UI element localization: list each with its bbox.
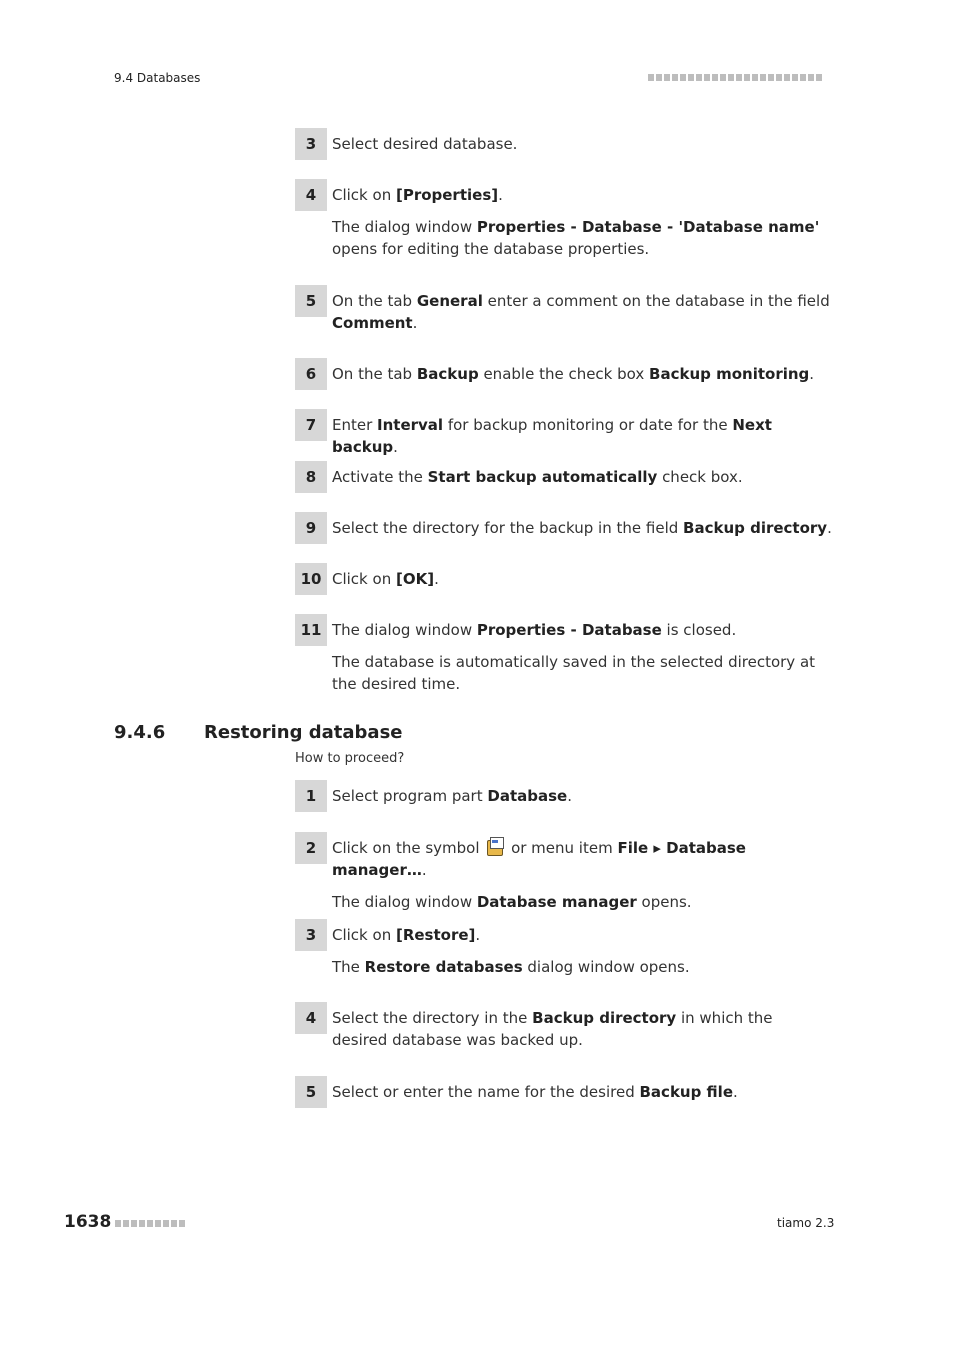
text-run: The bbox=[332, 958, 365, 976]
section-intro: How to proceed? bbox=[295, 751, 405, 766]
step-text bbox=[332, 1007, 832, 1051]
step-instruction bbox=[332, 924, 832, 946]
step-text bbox=[332, 619, 832, 695]
ui-term: Database bbox=[487, 787, 568, 805]
step-number: 6 bbox=[295, 358, 327, 390]
ui-term: File ▸ Database manager… bbox=[332, 839, 746, 879]
footer-decoration bbox=[115, 1220, 185, 1229]
step-number: 11 bbox=[295, 614, 327, 646]
page-number: 1638 bbox=[64, 1212, 112, 1232]
text-run: . bbox=[412, 314, 418, 332]
section-title: Restoring database bbox=[204, 722, 403, 743]
step-instruction bbox=[332, 785, 832, 807]
step-text bbox=[332, 466, 832, 488]
step-text bbox=[332, 785, 832, 807]
text-run: . bbox=[475, 926, 481, 944]
ui-term: Interval bbox=[377, 416, 444, 434]
text-run: opens for editing the database properties. bbox=[332, 240, 650, 258]
text-run: Activate the bbox=[332, 468, 428, 486]
step-number: 2 bbox=[295, 832, 327, 864]
text-run: . bbox=[567, 787, 572, 805]
step-text bbox=[332, 290, 832, 334]
ui-term: [Properties] bbox=[395, 186, 499, 204]
step-number: 4 bbox=[295, 179, 327, 211]
step-text bbox=[332, 184, 832, 260]
step-number: 1 bbox=[295, 780, 327, 812]
text-run: or menu item bbox=[506, 839, 618, 857]
text-run: enter a comment on the database in the field bbox=[482, 292, 830, 310]
ui-term: General bbox=[416, 292, 483, 310]
text-run: Select desired database. bbox=[332, 135, 518, 153]
product-name: tiamo 2.3 bbox=[777, 1216, 835, 1230]
text-run: . bbox=[733, 1083, 738, 1101]
step-number: 8 bbox=[295, 461, 327, 493]
ui-term: Backup bbox=[416, 365, 479, 383]
step-number: 7 bbox=[295, 409, 327, 441]
header-decoration bbox=[648, 74, 822, 83]
step-text bbox=[332, 924, 832, 978]
ui-term: Backup directory bbox=[532, 1009, 677, 1027]
step-number: 3 bbox=[295, 128, 327, 160]
step-instruction bbox=[332, 517, 832, 539]
ui-term: Backup monitoring bbox=[649, 365, 810, 383]
step-text bbox=[332, 363, 832, 385]
step-number: 9 bbox=[295, 512, 327, 544]
text-run: enable the check box bbox=[478, 365, 650, 383]
step-text bbox=[332, 568, 832, 590]
text-run: Select the directory in the bbox=[332, 1009, 533, 1027]
text-run: Select the directory for the backup in the field bbox=[332, 519, 684, 537]
step-result bbox=[332, 216, 832, 260]
text-run: Click on bbox=[332, 570, 396, 588]
ui-term: Properties - Database bbox=[476, 621, 662, 639]
text-run: Select or enter the name for the desired bbox=[332, 1083, 640, 1101]
ui-term: Properties - Database - 'Database name' bbox=[476, 218, 820, 236]
text-run: Click on bbox=[332, 186, 396, 204]
text-run: . bbox=[498, 186, 503, 204]
step-instruction bbox=[332, 363, 832, 385]
step-result bbox=[332, 651, 832, 695]
text-run: for backup monitoring or date for the bbox=[443, 416, 733, 434]
step-number: 4 bbox=[295, 1002, 327, 1034]
step-instruction bbox=[332, 1007, 832, 1051]
header-section-title: 9.4 Databases bbox=[114, 71, 201, 85]
text-run: dialog window opens. bbox=[522, 958, 690, 976]
step-text bbox=[332, 517, 832, 539]
text-run: in which the desired database was backed up. bbox=[332, 1009, 773, 1049]
text-run: Enter bbox=[332, 416, 378, 434]
text-run: . bbox=[827, 519, 832, 537]
text-run: opens. bbox=[636, 893, 692, 911]
text-run: The dialog window bbox=[332, 218, 477, 236]
step-number: 10 bbox=[295, 563, 327, 595]
text-run: . bbox=[393, 438, 398, 456]
text-run: On the tab bbox=[332, 292, 417, 310]
step-text bbox=[332, 837, 832, 913]
text-run: . bbox=[809, 365, 815, 383]
step-result bbox=[332, 891, 832, 913]
text-run: is closed. bbox=[661, 621, 737, 639]
text-run: On the tab bbox=[332, 365, 417, 383]
ui-term: Restore databases bbox=[364, 958, 523, 976]
text-run: check box. bbox=[657, 468, 743, 486]
step-instruction bbox=[332, 184, 832, 206]
ui-term: Backup directory bbox=[683, 519, 828, 537]
text-run: The dialog window bbox=[332, 893, 477, 911]
step-instruction bbox=[332, 1081, 832, 1103]
step-instruction bbox=[332, 466, 832, 488]
text-run: . bbox=[434, 570, 439, 588]
step-instruction bbox=[332, 133, 832, 155]
text-run: The database is automatically saved in the selected directory at the desired time. bbox=[332, 653, 816, 693]
text-run: Click on the symbol bbox=[332, 839, 485, 857]
step-instruction bbox=[332, 414, 832, 458]
step-number: 3 bbox=[295, 919, 327, 951]
step-result bbox=[332, 956, 832, 978]
step-number: 5 bbox=[295, 285, 327, 317]
ui-term: Next backup bbox=[332, 416, 772, 456]
step-number: 5 bbox=[295, 1076, 327, 1108]
ui-term: Backup file bbox=[639, 1083, 733, 1101]
section-heading bbox=[114, 722, 403, 743]
step-text bbox=[332, 1081, 832, 1103]
database-manager-icon bbox=[486, 837, 504, 855]
text-run: . bbox=[421, 861, 427, 879]
text-run: The dialog window bbox=[332, 621, 477, 639]
ui-term: [Restore] bbox=[395, 926, 476, 944]
ui-term: Start backup automatically bbox=[427, 468, 658, 486]
ui-term: [OK] bbox=[395, 570, 435, 588]
step-text bbox=[332, 414, 832, 458]
text-run: Click on bbox=[332, 926, 396, 944]
step-instruction bbox=[332, 837, 832, 881]
step-instruction bbox=[332, 290, 832, 334]
text-run: Select program part bbox=[332, 787, 488, 805]
ui-term: Database manager bbox=[476, 893, 637, 911]
section-number: 9.4.6 bbox=[114, 722, 166, 743]
step-instruction bbox=[332, 568, 832, 590]
step-instruction bbox=[332, 619, 832, 641]
ui-term: Comment bbox=[332, 314, 413, 332]
step-text bbox=[332, 133, 832, 155]
